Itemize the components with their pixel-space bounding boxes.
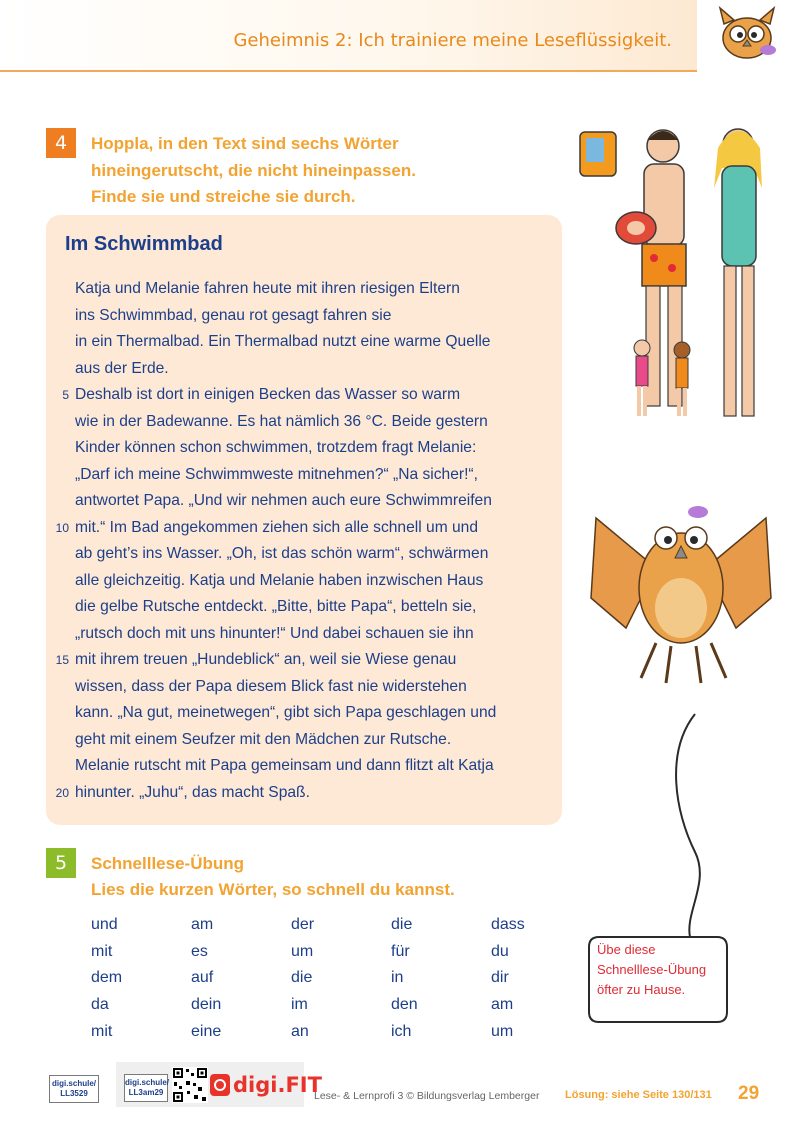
task4-number: 4 (46, 128, 76, 158)
word: um (491, 1022, 514, 1040)
badge-line: digi.schule/ (51, 1079, 96, 1088)
qr-code-icon[interactable] (172, 1067, 208, 1103)
story-line: Deshalb ist dort in einigen Becken das Wasser so warm (75, 386, 461, 403)
word: am (491, 996, 514, 1014)
word: an (291, 1022, 309, 1040)
story-line-wrapper (62, 382, 555, 409)
story-line: geht mit einem Seufzer mit den Mädchen zur Rutsche. (75, 730, 452, 748)
story-line-wrapper (55, 515, 555, 542)
story-title: Im Schwimmbad (65, 233, 223, 255)
word: es (191, 942, 208, 960)
story-line: antwortet Papa. „Und wir nehmen auch eure Schwimmreifen (75, 492, 492, 509)
story-line: ab geht’s ins Wasser. „Oh, ist das schön warm“, schwärmen (75, 545, 489, 562)
word: den (391, 996, 418, 1014)
word: dir (491, 969, 509, 987)
story-line: „rutsch doch mit uns hinunter!“ Und dabei schauen sie ihn (75, 624, 474, 642)
solution-reference: Lösung: siehe Seite 130/131 (565, 1089, 712, 1101)
task5-title: Schnelllese-Übung (91, 854, 245, 873)
word: mit (91, 1022, 113, 1040)
story-line: die gelbe Rutsche entdeckt. „Bitte, bitte Papa“, betteln sie, (75, 598, 477, 615)
story-line: mit.“ Im Bad angekommen ziehen sich alle schnell um und (75, 518, 479, 536)
task5-number: 5 (46, 848, 76, 878)
owl-head-icon (712, 4, 782, 66)
digifit-label: digi.FIT (233, 1073, 322, 1097)
copyright-text: Lese- & Lernprofi 3 © Bildungsverlag Lemberger (314, 1090, 540, 1102)
badge-line: LL3529 (60, 1089, 88, 1098)
line-number: 10 (55, 520, 69, 535)
word: der (291, 916, 315, 933)
story-line: mit ihrem treuen „Hundeblick“ an, weil sie Wiese genau (75, 651, 457, 668)
word-grid (91, 912, 591, 1045)
story-line: wissen, dass der Papa diesem Blick fast nie widerstehen (75, 677, 467, 695)
badge-line: LL3am29 (128, 1088, 164, 1097)
family-swimwear-illustration (578, 118, 778, 438)
word: eine (191, 1022, 222, 1040)
word: dem (91, 969, 123, 987)
story-line: hinunter. „Juhu“, das macht Spaß. (75, 783, 310, 801)
story-line: Kinder können schon schwimmen, trotzdem fragt Melanie: (75, 439, 477, 456)
story-line: Melanie rutscht mit Papa gemeinsam und dann flitzt alt Katja (75, 757, 494, 774)
story-line: wie in der Badewanne. Es hat nämlich 36 °C. Beide gestern (75, 412, 488, 430)
story-line: kann. „Na gut, meinetwegen“, gibt sich Papa geschlagen und (75, 704, 497, 721)
owl-flying-illustration (586, 478, 776, 693)
digi-schule-badge[interactable] (49, 1075, 99, 1103)
word: ich (391, 1022, 412, 1040)
word: die (291, 969, 313, 987)
badge-line: digi.schule/ (125, 1078, 170, 1087)
word: dein (191, 996, 222, 1014)
word: und (91, 916, 118, 933)
story-line: ins Schwimmbad, genau rot gesagt fahren sie (75, 306, 392, 324)
word: mit (91, 942, 113, 960)
story-line: „Darf ich meine Schwimmweste mitnehmen?“ „Na sicher!“, (75, 465, 478, 483)
line-number: 5 (62, 388, 69, 402)
story-line: aus der Erde. (75, 359, 169, 377)
bubble-line: Übe diese (597, 942, 656, 957)
story-line: Katja und Melanie fahren heute mit ihren riesigen Eltern (75, 280, 460, 297)
digifit-logo-icon (210, 1074, 230, 1096)
story-line-wrapper (55, 647, 555, 674)
speech-bubble-text (597, 940, 732, 1000)
story-line: in ein Thermalbad. Ein Thermalbad nutzt eine warme Quelle (75, 333, 491, 350)
word: in (391, 969, 404, 987)
word: du (491, 942, 509, 960)
word: dass (491, 916, 525, 933)
word: auf (191, 969, 214, 987)
story-line: alle gleichzeitig. Katja und Melanie haben inzwischen Haus (75, 571, 484, 589)
task4-instruction-line: Hoppla, in den Text sind sechs Wörter (91, 134, 399, 153)
line-number: 20 (55, 785, 69, 800)
bubble-line: öfter zu Hause. (597, 982, 686, 997)
task5-instruction: Lies die kurzen Wörter, so schnell du kannst. (91, 880, 455, 899)
word: am (191, 916, 214, 933)
page-number: 29 (738, 1083, 760, 1104)
word: da (91, 996, 109, 1014)
story-line-wrapper (55, 780, 555, 807)
word: im (291, 996, 308, 1014)
task4-instruction-line: Finde sie und streiche sie durch. (91, 187, 356, 206)
word: um (291, 942, 314, 960)
word: für (391, 942, 410, 960)
line-number: 15 (55, 653, 69, 667)
digi-schule-badge-2[interactable] (124, 1074, 168, 1102)
word: die (391, 916, 413, 933)
header-title: Geheimnis 2: Ich trainiere meine Leseflüssigkeit. (233, 30, 672, 51)
task4-instruction-line: hineingerutscht, die nicht hineinpassen. (91, 160, 416, 180)
task4-instruction (91, 131, 551, 211)
story-text (55, 276, 555, 806)
bubble-line: Schnelllese-Übung (597, 962, 707, 977)
